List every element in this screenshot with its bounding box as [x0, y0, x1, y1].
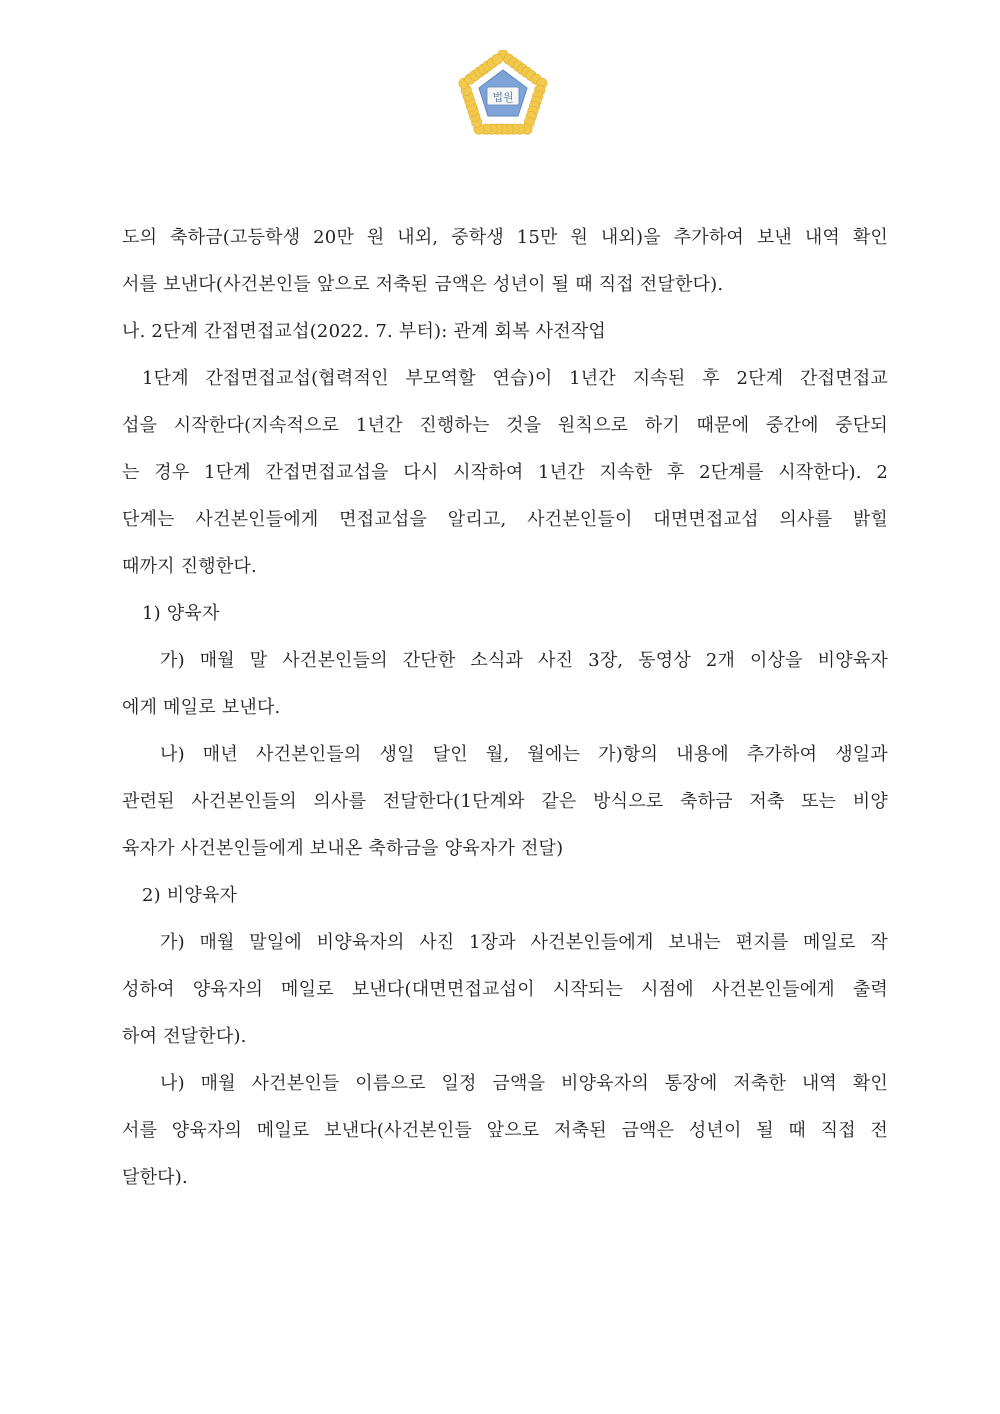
text-line: 에게 메일로 보낸다. [122, 697, 281, 718]
text-line: 나) 매월 사건본인들 이름으로 일정 금액을 비양육자의 통장에 저축한 내역 확인 [160, 1073, 888, 1094]
text-line: 때까지 진행한다. [122, 556, 257, 577]
subsection-heading: 1) 양육자 [142, 603, 220, 624]
text-line: 성하여 양육자의 메일로 보낸다(대면면접교섭이 시작되는 시점에 사건본인들에게 출력 [122, 979, 888, 1000]
section-heading: 나. 2단계 간접면접교섭(2022. 7. 부터): 관계 회복 사전작업 [122, 321, 607, 342]
text-line: 단계는 사건본인들에게 면접교섭을 알리고, 사건본인들이 대면면접교섭 의사를 밝힐 [122, 509, 888, 530]
emblem-seal-text: 법원 [492, 91, 514, 104]
text-line: 가) 매월 말일에 비양육자의 사진 1장과 사건본인들에게 보내는 편지를 메일로 작 [160, 932, 888, 953]
text-line: 가) 매월 말 사건본인들의 간단한 소식과 사진 3장, 동영상 2개 이상을 비양육자 [160, 650, 888, 671]
subsection-heading: 2) 비양육자 [142, 885, 238, 906]
text-line: 육자가 사건본인들에게 보내온 축하금을 양육자가 전달) [122, 838, 564, 859]
text-line: 섭을 시작한다(지속적으로 1년간 진행하는 것을 원칙으로 하기 때문에 중간에 중단되 [122, 415, 888, 436]
text-line: 서를 양육자의 메일로 보낸다(사건본인들 앞으로 저축된 금액은 성년이 될 때 직접 전 [122, 1120, 888, 1141]
document-body [122, 214, 888, 1201]
text-line: 달한다). [122, 1167, 188, 1188]
text-line: 하여 전달한다). [122, 1026, 247, 1047]
text-line: 서를 보낸다(사건본인들 앞으로 저축된 금액은 성년이 될 때 직접 전달한다). [122, 274, 724, 295]
text-line: 도의 축하금(고등학생 20만 원 내외, 중학생 15만 원 내외)을 추가하여 보낸 내역 확인 [122, 227, 888, 248]
emblem-petal [492, 54, 502, 64]
text-line: 는 경우 1단계 간접면접교섭을 다시 시작하여 1년간 지속한 후 2단계를 시작한다). 2 [122, 462, 888, 483]
court-emblem-icon [457, 50, 549, 142]
text-line: 관련된 사건본인들의 의사를 전달한다(1단계와 같은 방식으로 축하금 저축 또는 비양 [122, 791, 888, 812]
text-line: 나) 매년 사건본인들의 생일 달인 월, 월에는 가)항의 내용에 추가하여 생일과 [160, 744, 888, 765]
text-line: 1단계 간접면접교섭(협력적인 부모역할 연습)이 1년간 지속된 후 2단계 간접면접교 [142, 368, 888, 389]
